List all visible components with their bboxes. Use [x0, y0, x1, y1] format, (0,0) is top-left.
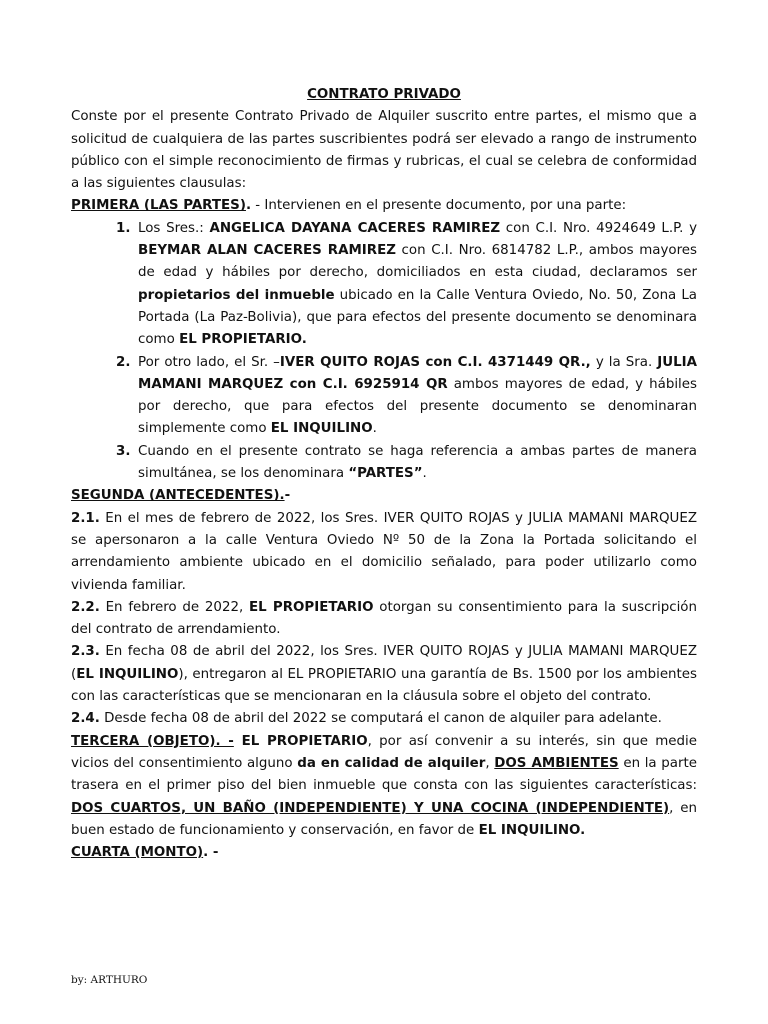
clause-primera: PRIMERA (LAS PARTES). - Intervienen en el presente documento, por una parte: — [71, 198, 627, 214]
parties-list — [71, 218, 697, 486]
list-item: 1. Los Sres.: ANGELICA DAYANA CACERES RAMIREZ con C.I. Nro. 4924649 L.P. y BEYMAR ALAN CACERES RAMIREZ con C.I. Nro. 6814782 L.P., ambos mayores de edad y hábiles por derecho, domiciliados en esta ciudad, declaramos ser propietarios del inmueble ubicado en la Calle Ventura Oviedo, No. 50, Zona La Portada (La Paz-Bolivia), que para efectos del presente documento se denominara como EL PROPIETARIO. — [116, 220, 698, 348]
document-title: CONTRATO PRIVADO — [307, 87, 461, 102]
clause-segunda-heading: SEGUNDA (ANTECEDENTES). — [71, 488, 285, 504]
paragraph-2-4: 2.4. Desde fecha 08 de abril del 2022 se computará el canon de alquiler para adelante. — [71, 711, 662, 727]
paragraph-2-3: 2.3. En fecha 08 de abril del 2022, los Sres. IVER QUITO ROJAS y JULIA MAMANI MARQUEZ (EL INQUILINO), entregaron al EL PROPIETARIO una garantía de Bs. 1500 por los ambientes con las características que se mencionaran en la cláusula sobre el objeto del contrato. — [71, 644, 698, 705]
paragraph-2-2: 2.2. En febrero de 2022, EL PROPIETARIO otorgan su consentimiento para la suscripción del contrato de arrendamiento. — [71, 599, 697, 638]
contract-body — [71, 84, 697, 864]
clause-tercera: TERCERA (OBJETO). - EL PROPIETARIO, por así convenir a su interés, sin que medie vicios del consentimiento alguno da en calidad de alquiler, DOS AMBIENTES en la parte trasera en el primer piso del bien inmueble que consta con las siguientes características: DOS CUARTOS, UN BAÑO (INDEPENDIENTE) Y UNA COCINA (INDEPENDIENTE), en buen estado de funcionamiento y conservación, en favor de EL INQUILINO. — [71, 733, 698, 838]
intro-paragraph: Conste por el presente Contrato Privado de Alquiler suscrito entre partes, el mismo que a solicitud de cualquiera de las partes suscribientes podrá ser elevado a rango de instrumento público con el simple reconocimiento de firmas y rubricas, el cual se celebra de conformidad a las siguientes clausulas: — [71, 109, 697, 192]
footer-author: by: ARTHURO — [71, 974, 148, 986]
paragraph-2-1: 2.1. En el mes de febrero de 2022, los Sres. IVER QUITO ROJAS y JULIA MAMANI MARQUEZ se apersonaron a la calle Ventura Oviedo Nº 50 de la Zona la Portada solicitando el arrendamiento ambiente ubicado en el domicilio señalado, para poder utilizarlo como vivienda familiar. — [71, 510, 697, 593]
clause-cuarta: CUARTA (MONTO). - — [71, 845, 219, 861]
clause-primera-heading: PRIMERA (LAS PARTES) — [71, 198, 246, 214]
clause-cuarta-heading: CUARTA (MONTO) — [71, 845, 204, 861]
list-item: 3. Cuando en el presente contrato se haga referencia a ambas partes de manera simultánea, se los denominara “PARTES”. — [116, 443, 697, 482]
clause-tercera-heading: TERCERA (OBJETO). - — [71, 733, 234, 749]
clause-segunda-heading-line: SEGUNDA (ANTECEDENTES).- — [71, 488, 291, 504]
list-item: 2. Por otro lado, el Sr. –IVER QUITO ROJAS con C.I. 4371449 QR., y la Sra. JULIA MAMANI MARQUEZ con C.I. 6925914 QR ambos mayores de edad, y hábiles por derecho, que para efectos del presente documento se denominaran simplemente como EL INQUILINO. — [116, 354, 697, 437]
